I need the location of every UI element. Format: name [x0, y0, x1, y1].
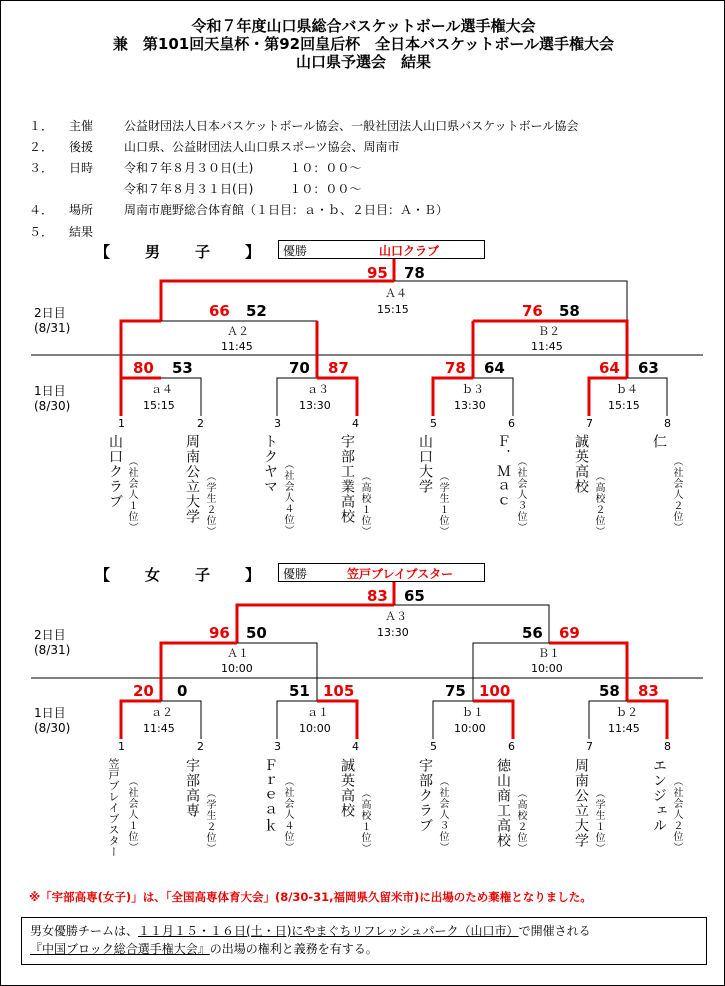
title-line-2: 兼 第101回天皇杯・第92回皇后杯 全日本バスケットボール選手権大会 — [112, 35, 615, 53]
day1-label: 1日目 — [34, 706, 66, 720]
score: 63 — [638, 359, 659, 377]
game-code: ａ１ — [307, 706, 329, 719]
score: 75 — [445, 682, 466, 700]
day2-date: (8/31) — [34, 643, 71, 657]
score: 50 — [246, 624, 267, 642]
footer-date: １１月１５・１６日(土・日) — [138, 924, 292, 938]
title-line-3: 山口県予選会 結果 — [295, 53, 431, 71]
team-number: 3 — [274, 417, 281, 430]
footer-text-1: 男女優勝チームは、 — [30, 924, 139, 938]
team-name: 周南公立大学 — [573, 758, 589, 848]
score: 64 — [599, 359, 620, 377]
info-label: 後援 — [69, 140, 94, 154]
info-num: ３． — [29, 161, 54, 175]
score: 20 — [133, 682, 154, 700]
info-text: 令和７年８月３０日(土) １０：００～ — [124, 161, 362, 175]
team-qualifier: （学生１位） — [437, 471, 448, 537]
game-code: ａ２ — [151, 706, 173, 719]
footer-box — [21, 917, 707, 965]
game-code: ｂ２ — [616, 706, 638, 719]
team-qualifier: （高校２位） — [593, 471, 604, 537]
day1-label: 1日目 — [34, 384, 66, 398]
team-name: Ｆｒｅａｋ — [262, 758, 278, 833]
day1-date: (8/30) — [34, 399, 71, 413]
day2-label: 2日目 — [34, 628, 66, 642]
team-number: 4 — [352, 417, 359, 430]
women-winner-name: 笠戸ブレイブスター — [347, 567, 454, 581]
team-qualifier: （社会人４位） — [282, 459, 293, 536]
game-code: Ａ２ — [227, 325, 249, 338]
team-name: 宇部高専 — [184, 758, 200, 818]
score: 56 — [522, 624, 543, 642]
men-bracket-lines — [121, 259, 667, 416]
team-name: 誠英高校 — [573, 434, 589, 494]
info-label: 主催 — [69, 119, 94, 133]
score: 64 — [484, 359, 505, 377]
score: 65 — [404, 587, 425, 605]
score: 0 — [177, 682, 188, 700]
women-header: 【 女 子 】 — [95, 566, 271, 584]
team-qualifier: （高校１位） — [359, 471, 370, 537]
team-name: 仁 — [651, 434, 667, 449]
bracket-line — [394, 281, 627, 321]
game-code: Ａ１ — [227, 647, 249, 660]
team-qualifier: （社会人１位） — [126, 456, 137, 533]
game-code: ｂ４ — [616, 383, 638, 396]
game-time: 10:00 — [221, 662, 253, 675]
info-text: 令和７年８月３１日(日) １０：００～ — [124, 182, 362, 196]
team-name: エンジェル — [651, 758, 667, 833]
team-name: 宇部クラブ — [417, 758, 433, 833]
team-number: 4 — [352, 740, 359, 753]
team-qualifier: （学生２位） — [204, 788, 215, 854]
team-name: 周南公立大学 — [184, 434, 200, 524]
game-time: 10:00 — [454, 722, 486, 735]
team-name: Ｆ．Ｍａｃ — [495, 434, 511, 509]
team-qualifier: （社会人２位） — [671, 456, 682, 533]
team-number: 1 — [118, 417, 125, 430]
men-winner-name: 山口クラブ — [379, 244, 440, 258]
winner-label: 優勝 — [283, 567, 308, 581]
team-number: 3 — [274, 740, 281, 753]
game-time: 11:45 — [143, 722, 175, 735]
team-qualifier: （学生１位） — [593, 788, 604, 854]
game-time: 10:00 — [299, 722, 331, 735]
title-line-1: 令和７年度山口県総合バスケットボール選手権大会 — [191, 17, 536, 35]
game-code: ａ４ — [151, 383, 173, 396]
day2-date: (8/31) — [34, 321, 71, 335]
team-name: 徳山商工高校 — [495, 758, 511, 848]
score: 78 — [445, 359, 466, 377]
team-number: 8 — [664, 417, 671, 430]
game-time: 15:15 — [377, 303, 409, 316]
info-label: 結果 — [69, 225, 94, 239]
winner-label: 優勝 — [283, 244, 308, 258]
info-num: １． — [29, 119, 54, 133]
withdrawal-note: ※「宇部高専(女子)」は、「全国高専体育大会」(8/30-31,福岡県久留米市)に出場のため棄権となりました。 — [29, 890, 592, 904]
game-time: 13:30 — [454, 399, 486, 412]
game-time: 10:00 — [531, 662, 563, 675]
score: 96 — [209, 624, 230, 642]
info-text: 山口県、公益財団法人山口県スポーツ協会、周南市 — [124, 140, 400, 154]
game-code: ａ３ — [307, 383, 329, 396]
game-time: 13:30 — [377, 626, 409, 639]
team-name: 宇部工業高校 — [339, 434, 355, 524]
game-time: 11:45 — [221, 340, 253, 353]
team-number: 8 — [664, 740, 671, 753]
game-time: 11:45 — [608, 722, 640, 735]
score: 80 — [133, 359, 154, 377]
score: 52 — [246, 302, 267, 320]
team-number: 6 — [508, 417, 515, 430]
game-code: ｂ３ — [462, 383, 484, 396]
score: 78 — [404, 264, 425, 282]
team-number: 5 — [430, 417, 437, 430]
info-num: ５． — [29, 225, 54, 239]
game-time: 15:15 — [143, 399, 175, 412]
team-qualifier: （社会人２位） — [671, 776, 682, 853]
team-qualifier: （社会人３位） — [515, 456, 526, 533]
score: 58 — [559, 302, 580, 320]
footer-text-4: の出場の権利と義務を有する。 — [209, 942, 378, 956]
score: 66 — [209, 302, 230, 320]
score: 87 — [328, 359, 349, 377]
score: 69 — [559, 624, 580, 642]
game-time: 15:15 — [608, 399, 640, 412]
team-number: 7 — [586, 740, 593, 753]
women-bracket-lines — [121, 582, 667, 739]
game-code: Ａ３ — [385, 610, 407, 623]
team-name: 笠戸ブレイブスター — [107, 758, 120, 857]
game-time: 13:30 — [299, 399, 331, 412]
team-name: 誠英高校 — [339, 758, 355, 818]
score: 58 — [599, 682, 620, 700]
score: 76 — [522, 302, 543, 320]
info-num: ２． — [29, 140, 54, 154]
footer-event: 『中国ブロック総合選手権大会』 — [30, 942, 210, 956]
bracket-line — [161, 281, 394, 321]
team-name: 山口大学 — [417, 434, 433, 494]
day1-date: (8/30) — [34, 721, 71, 735]
team-qualifier: （社会人４位） — [282, 776, 293, 853]
info-text: 周南市鹿野総合体育館（１日目：ａ・ｂ、２日目：Ａ・Ｂ） — [124, 203, 449, 217]
score: 95 — [367, 264, 388, 282]
score: 70 — [289, 359, 310, 377]
info-text: 公益財団法人日本バスケットボール協会、一般社団法人山口県バスケットボール協会 — [124, 119, 579, 133]
game-code: Ａ４ — [385, 287, 407, 300]
score: 51 — [289, 682, 310, 700]
info-label: 場所 — [69, 203, 94, 217]
score: 53 — [172, 359, 193, 377]
team-name: 山口クラブ — [107, 434, 123, 509]
men-header: 【 男 子 】 — [95, 243, 271, 261]
team-qualifier: （高校１位） — [359, 788, 370, 854]
team-number: 2 — [197, 417, 204, 430]
team-qualifier: （高校２位） — [515, 788, 526, 854]
score: 100 — [479, 682, 511, 700]
score: 105 — [323, 682, 355, 700]
game-code: ｂ１ — [462, 706, 484, 719]
team-number: 5 — [430, 740, 437, 753]
team-qualifier: （学生２位） — [204, 471, 215, 537]
info-num: ４． — [29, 203, 54, 217]
team-number: 2 — [197, 740, 204, 753]
info-label: 日時 — [69, 161, 94, 175]
footer-text-3: で開催される — [518, 924, 591, 938]
score: 83 — [638, 682, 659, 700]
team-number: 7 — [586, 417, 593, 430]
game-code: Ｂ２ — [538, 325, 560, 338]
team-number: 6 — [508, 740, 515, 753]
day2-label: 2日目 — [34, 306, 66, 320]
team-qualifier: （社会人３位） — [437, 776, 448, 853]
team-name: トクヤマ — [262, 434, 278, 494]
game-code: Ｂ１ — [538, 647, 560, 660]
team-number: 1 — [118, 740, 125, 753]
game-time: 11:45 — [531, 340, 563, 353]
team-qualifier: （社会人１位） — [126, 776, 137, 853]
score: 83 — [367, 587, 388, 605]
footer-venue: にやまぐちリフレッシュパーク（山口市） — [291, 924, 519, 938]
